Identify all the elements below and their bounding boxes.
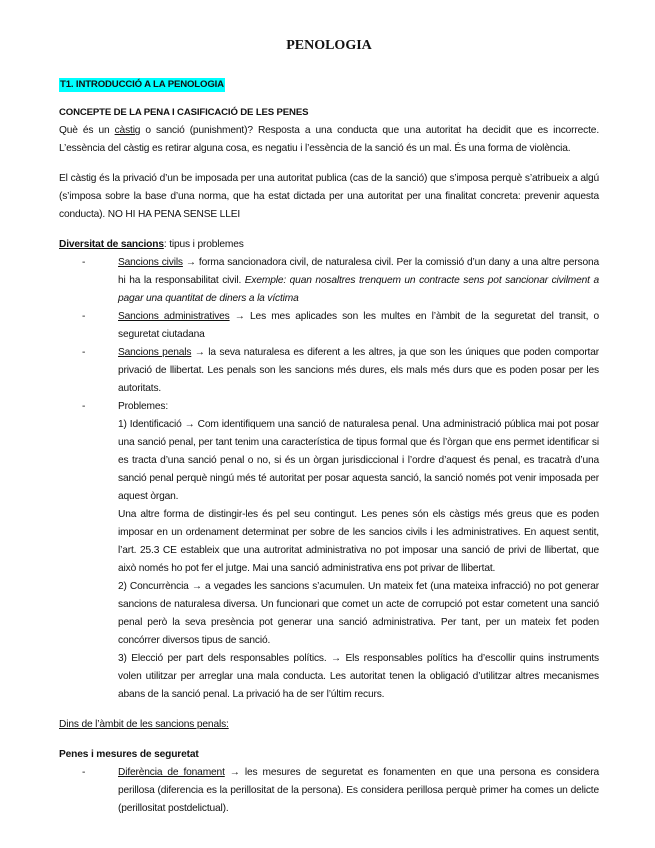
term-castig: càstig (114, 125, 141, 136)
diversitat-label: Diversitat de sancions (59, 239, 164, 250)
problem-concurrencia: 2) Concurrència → a vegades les sancions s’acumulen. Un mateix fet (una mateixa infracció) no pot generar sancions de naturalesa diversa. Un funcionari que comet un acte de corrupció pot estar cometent una sanció penal però la seva presència pot generar una sanció administrativa. Per tant, per un mateix fet poden concórrer diversos tipus de sanció. (118, 581, 599, 646)
item-text: → la seva naturalesa es diferent a les altres, ja que son les úniques que poden comportar privació de llibertat. Les penals son les sancions més dures, els mals més durs que es poden posar per les autoritats. (118, 347, 600, 394)
list-item (59, 308, 599, 344)
item-term: Sancions civils (118, 257, 183, 268)
problems-label: Problemes: (118, 401, 169, 412)
dash-bullet: - (82, 311, 86, 322)
text: Què és un (59, 125, 115, 136)
list-item (59, 254, 599, 308)
document-content (59, 36, 599, 818)
subheading: CONCEPTE DE LA PENA I CASIFICACIÓ DE LES PENES (59, 107, 309, 118)
dash-bullet: - (82, 767, 86, 778)
dash-bullet: - (82, 401, 86, 412)
list-item (59, 764, 599, 818)
item-term: Diferència de fonament (118, 767, 225, 778)
problem-identificacio: 1) Identificació → Com identifiquem una sanció de naturalesa penal. Una administració pública mai pot posar una sanció penal, per tant tenim una característica de tipus formal que és l’òrgan que ens permet identificar si es tracta d’una sanció penal o no, si és un òrgan jurisdiccional i l’ordre d’aquest és penal, es tracatrà d’una sanció penal perquè ningú més té autoritat per posar aquesta sanció, la sanció només pot venir imposada per aquest òrgan. (118, 419, 599, 502)
intro-paragraph-1 (59, 122, 599, 158)
document-title: PENOLOGIA (286, 38, 372, 53)
dins-heading: Dins de l’àmbit de les sancions penals: (59, 719, 229, 730)
problem-eleccio: 3) Elecció per part dels responsables polítics. → Els responsables polítics ha d’escollir quins instruments volen utilitzar per arreglar una mala conducta. Les autoritat tenen la obligació d’utilitzar altres mecanismes abans de la sanció penal. La privació ha de ser l’últim recurs. (118, 653, 599, 700)
section-heading: T1. INTRODUCCIÓ A LA PENOLOGIA (60, 79, 224, 90)
list-item (59, 344, 599, 398)
item-term: Sancions penals (118, 347, 192, 358)
sanctions-list (59, 254, 599, 704)
list-item-problems (59, 398, 599, 704)
item-text: → forma sancionadora civil, de naturalesa civil. Per la comissió d’un dany a una altre persona hi ha la responsabilitat civil. (118, 257, 600, 286)
item-text: → les mesures de seguretat es fonamenten en que una persona es considera perillosa (diferencia es la perillositat de la persona). Es considera perillosa perquè primer ha comes un delicte (perillositat postdelictual). (118, 767, 599, 814)
item-term: Sancions administratives (118, 311, 230, 322)
problem-contingut: Una altre forma de distingir-les és pel seu contingut. Les penes són els càstigs més greus que es poden imposar en un ordenament determinat per sobre de les sancios civils i les administratives. En aquest sentit, l’art. 25.3 CE estableix que una autroritat administrativa no pot imposar una sanció de privi de llibertat, que això només ho pot fer el jutge. Mai una sanció administrativa ens pot privar de llibertat. (118, 509, 599, 574)
diversitat-heading (59, 236, 599, 254)
text: o sanció (punishment)? Resposta a una conducta que una autoritat ha decidit que es incorrecte. L’essència del càstig es retirar alguna cosa, es negatiu i l’essència de la sanció és un mal. És una forma de violència. (59, 125, 600, 154)
penes-heading: Penes i mesures de seguretat (59, 749, 199, 760)
diversitat-rest: : tipus i problemes (163, 239, 244, 250)
dash-bullet: - (82, 257, 86, 268)
penes-list (59, 764, 599, 818)
intro-paragraph-2: El càstig és la privació d’un be imposada per una autoritat publica (cas de la sanció) que s’imposa perquè s’atribueix a algú (s’imposa sobre la base d’una norma, que ha estat dictada per una autoritat per una finalitat concreta: prevenir aquesta conducta). NO HI HA PENA SENSE LLEI (59, 173, 599, 220)
item-text: → Les mes aplicades son les multes en l’àmbit de la seguretat del transit, o seguretat ciutadana (118, 311, 599, 340)
dash-bullet: - (82, 347, 86, 358)
item-example: Exemple: quan nosaltres trenquem un contracte sens pot sancionar civilment a pagar una quantitat de diners a la víctima (118, 275, 599, 304)
